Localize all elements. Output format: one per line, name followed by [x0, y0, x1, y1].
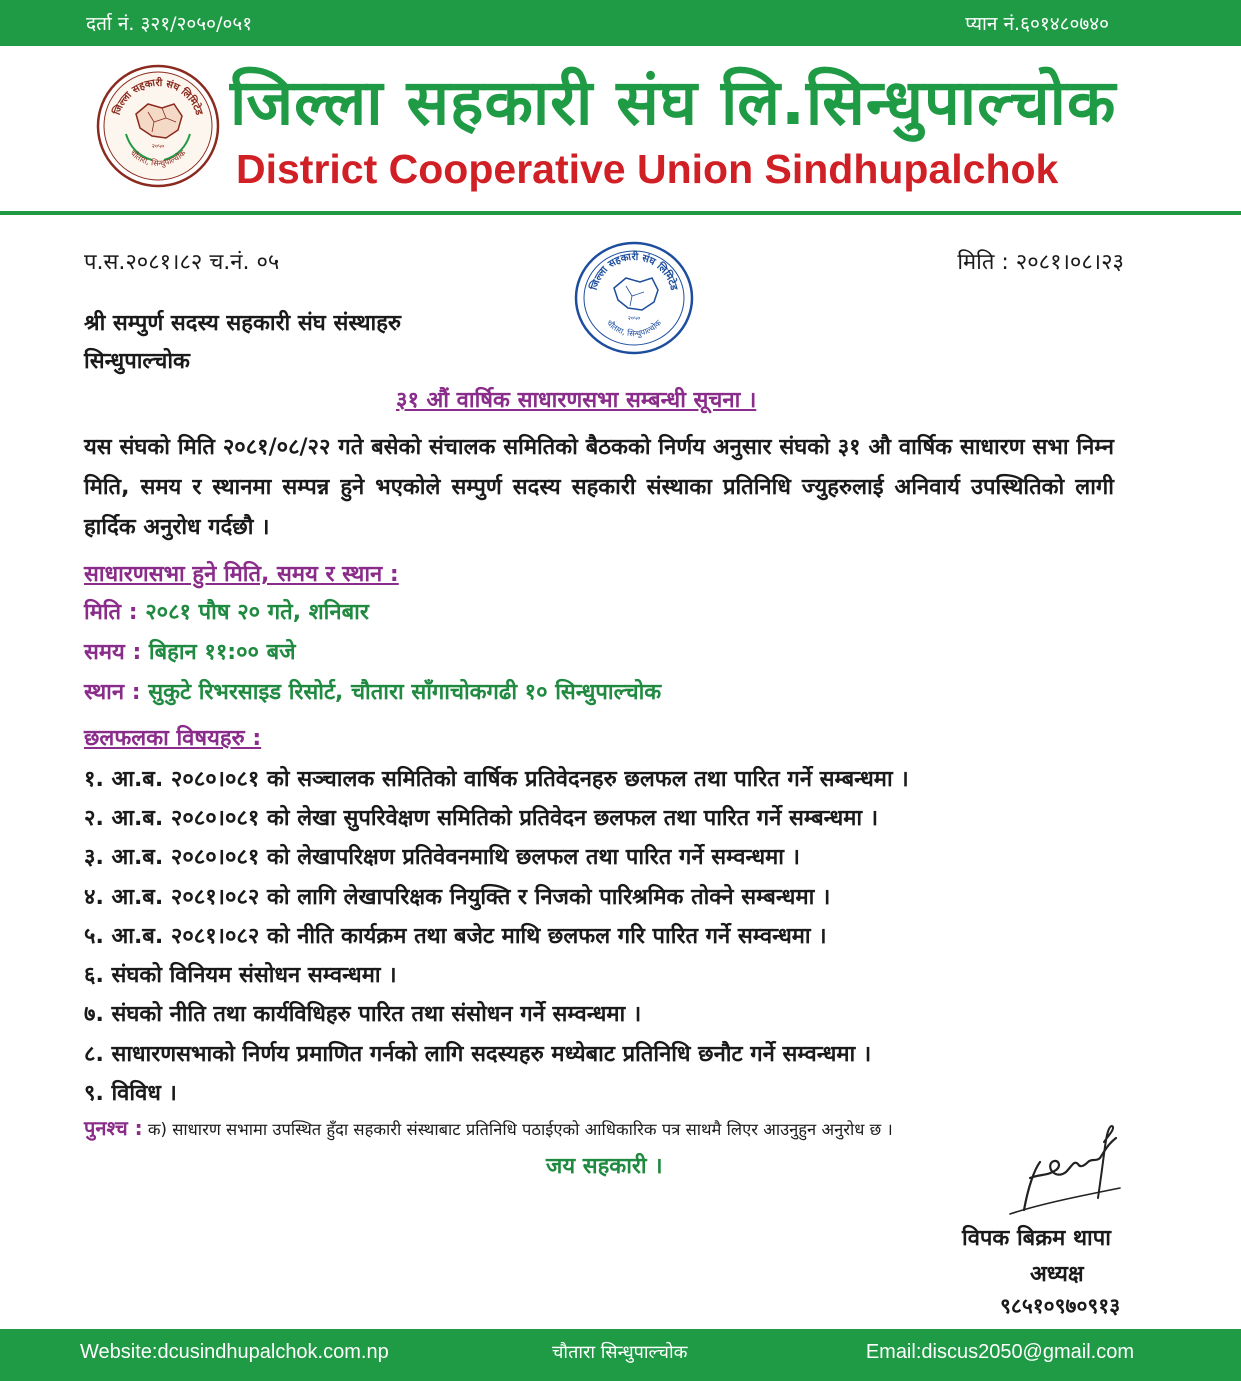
meeting-time-value: बिहान ११:०० बजे: [148, 640, 296, 665]
postscript-label: पुनश्च :: [84, 1116, 143, 1140]
recipient-line-1: श्री सम्पुर्ण सदस्य सहकारी संघ संस्थाहरु: [84, 311, 402, 336]
agenda-heading: छलफलका विषयहरु :: [84, 726, 262, 751]
svg-text:जिल्ला सहकारी संघ लिमिटेड: [587, 250, 680, 293]
meeting-time-label: समय :: [84, 640, 142, 665]
meeting-place-label: स्थान :: [84, 680, 141, 705]
union-logo: [96, 64, 220, 188]
agenda-list: [84, 758, 1144, 1112]
agenda-item: १. आ.ब. २०८०।०८१ को सञ्चालक समितिको वार्षिक प्रतिवेदनहरु छलफल तथा पारित गर्ने सम्बन्धमा ।: [84, 766, 909, 792]
agenda-item: ७. संघको नीति तथा कार्यविधिहरु पारित तथा संसोधन गर्ने सम्वन्धमा ।: [84, 1002, 642, 1028]
signatory-title: अध्यक्ष: [1030, 1262, 1084, 1287]
footer-band: [0, 1329, 1241, 1381]
agenda-item: ३. आ.ब. २०८०।०८१ को लेखापरिक्षण प्रतिवेवनमाथि छलफल तथा पारित गर्ने सम्वन्धमा ।: [84, 845, 800, 871]
letter-date: मिति : २०८१।०८।२३: [957, 250, 1124, 275]
agenda-item: ५. आ.ब. २०८१।०८२ को नीति कार्यक्रम तथा बजेट माथि छलफल गरि पारित गर्ने सम्वन्धमा ।: [84, 923, 827, 949]
header-divider: [0, 211, 1241, 215]
agenda-item: ९. विविध ।: [84, 1081, 177, 1107]
stamp-year: २०५०: [627, 315, 641, 322]
meeting-place-value: सुकुटे रिभरसाइड रिसोर्ट, चौतारा साँगाचोकगढी १० सिन्धुपाल्चोक: [148, 680, 662, 705]
logo-place: चौतारा, सिन्धुपाल्चोक: [128, 148, 188, 169]
slogan: जय सहकारी ।: [546, 1154, 663, 1179]
footer-email[interactable]: Email:discus2050@gmail.com: [865, 1341, 1134, 1363]
logo-year: २०५०: [151, 143, 165, 150]
handwritten-signature: [1000, 1118, 1130, 1220]
stamp-text: जिल्ला सहकारी संघ लिमिटेड: [588, 251, 680, 292]
signatory-phone: ९८५१०९७०९१३: [1000, 1294, 1121, 1318]
logo-text: जिल्ला सहकारी संघ लिमिटेड: [111, 77, 205, 117]
agenda-item: ६. संघको विनियम संसोधन सम्वन्धमा ।: [84, 963, 397, 989]
official-stamp: [572, 240, 696, 356]
meeting-date-label: मिति :: [84, 600, 138, 625]
meeting-place: [84, 676, 661, 706]
meeting-date: [84, 596, 369, 626]
org-title-nepali: जिल्ला सहकारी संघ लि.सिन्धुपाल्चोक: [230, 66, 1117, 139]
recipient-line-2: सिन्धुपाल्चोक: [84, 349, 190, 374]
agenda-item: २. आ.ब. २०८०।०८१ को लेखा सुपरिवेक्षण समितिको प्रतिवेदन छलफल तथा पारित गर्ने सम्बन्धमा ।: [84, 805, 879, 831]
footer-location: चौतारा सिन्धुपाल्चोक: [552, 1342, 688, 1363]
pan-number: प्यान नं.६०१४८०७४०: [965, 13, 1109, 35]
agenda-item: ८. साधारणसभाको निर्णय प्रमाणित गर्नको लागि सदस्यहरु मध्येबाट प्रतिनिधि छनौट गर्ने सम्वन्धमा ।: [84, 1041, 872, 1067]
agenda-item: ४. आ.ब. २०८१।०८२ को लागि लेखापरिक्षक नियुक्ति र निजको पारिश्रमिक तोक्ने सम्बन्धमा ।: [84, 884, 831, 910]
letter-subject: ३१ औं वार्षिक साधारणसभा सम्बन्धी सूचना ।: [396, 388, 757, 413]
meeting-date-value: २०८१ पौष २० गते, शनिबार: [145, 600, 369, 625]
registration-number: दर्ता नं. ३२१/२०५०/०५१: [86, 13, 253, 35]
postscript-text: क) साधारण सभामा उपस्थित हुँदा सहकारी संस्थाबाट प्रतिनिधि पठाईएको आधिकारिक पत्र साथमै लिएर आउनुहुन अनुरोध छ ।: [147, 1120, 893, 1139]
org-title-english: District Cooperative Union Sindhupalchok: [236, 146, 1059, 192]
signatory-name: विपक बिक्रम थापा: [962, 1226, 1111, 1251]
footer-website[interactable]: Website:dcusindhupalchok.com.np: [80, 1341, 389, 1363]
reference-number: प.स.२०८१।८२ च.नं. ०५: [84, 250, 280, 275]
meeting-time: [84, 636, 296, 666]
postscript: [84, 1114, 893, 1141]
letter-body: यस संघको मिति २०८१/०८/२२ गते बसेको संचालक समितिको बैठकको निर्णय अनुसार संघको ३१ औ वार्षिक साधारण सभा निम्न मिति, समय र स्थानमा सम्पन्न हुने भएकोले सम्पुर्ण सदस्य सहकारी संस्थाका प्रतिनिधि ज्युहरुलाई अनिवार्य उपस्थितिको लागी हार्दिक अनुरोध गर्दछौ ।: [84, 435, 1114, 540]
stamp-place: चौतारा, सिन्धुपाल्चोक: [604, 318, 664, 339]
top-band: [0, 0, 1241, 46]
meeting-heading: साधारणसभा हुने मिति, समय र स्थान :: [84, 562, 399, 587]
